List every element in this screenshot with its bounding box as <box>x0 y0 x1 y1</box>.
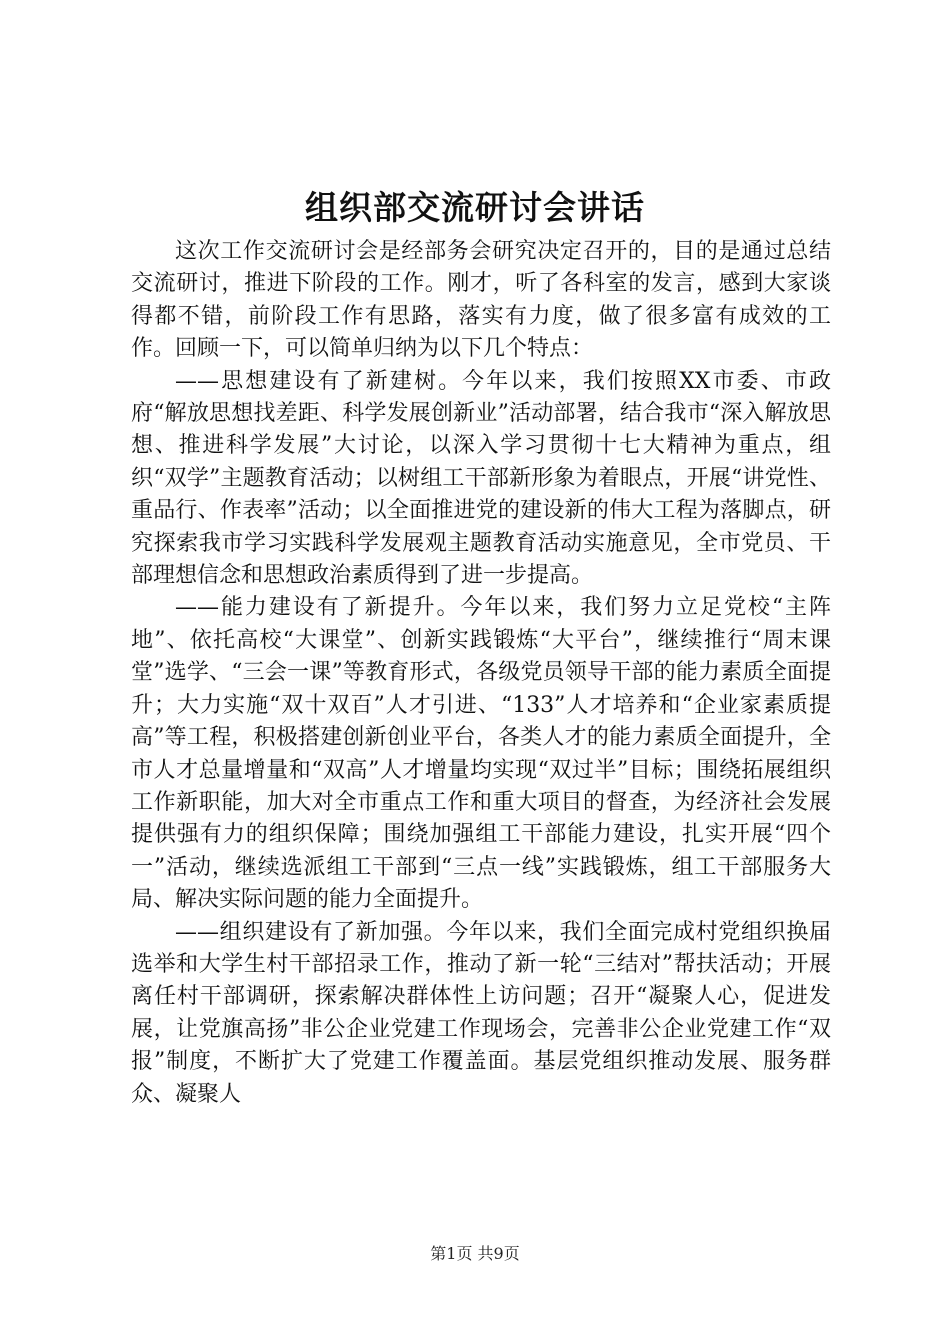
paragraph-capacity-building: ——能力建设有了新提升。今年以来，我们努力立足党校“主阵地”、依托高校“大课堂”、创新实践锻炼“大平台”，继续推行“周末课堂”选学、“三会一课”等教育形式，各级党员领导干部的能力素质全面提升；大力实施“双十双百”人才引进、“133”人才培养和“企业家素质提高”等工程，积极搭建创新创业平台，各类人才的能力素质全面提升，全市人才总量增量和“双高”人才增量均实现“双过半”目标；围绕拓展组织工作新职能，加大对全市重点工作和重大项目的督查，为经济社会发展提供强有力的组织保障；围绕加强组工干部能力建设，扎实开展“四个一”活动，继续选派组工干部到“三点一线”实践锻炼，组工干部服务大局、解决实际问题的能力全面提升。 <box>131 595 831 913</box>
paragraph-intro: 这次工作交流研讨会是经部务会研究决定召开的，目的是通过总结交流研讨，推进下阶段的工作。刚才，听了各科室的发言，感到大家谈得都不错，前阶段工作有思路，落实有力度，做了很多富有成效的工作。回顾一下，可以简单归纳为以下几个特点： <box>131 239 831 362</box>
page-number: 第1页 共9页 <box>430 1244 520 1263</box>
document-title: 组织部交流研讨会讲话 <box>305 188 645 227</box>
paragraph-ideological-building: ——思想建设有了新建树。今年以来，我们按照XX市委、市政府“解放思想找差距、科学发展创新业”活动部署，结合我市“深入解放思想、推进科学发展”大讨论，以深入学习贯彻十七大精神为重点，组织“双学”主题教育活动；以树组工干部新形象为着眼点，开展“讲党性、重品行、作表率”活动；以全面推进党的建设新的伟大工程为落脚点，研究探索我市学习实践科学发展观主题教育活动实施意见，全市党员、干部理想信念和思想政治素质得到了进一步提高。 <box>131 368 831 589</box>
document-body <box>131 236 831 1111</box>
paragraph-organizational-building: ——组织建设有了新加强。今年以来，我们全面完成村党组织换届选举和大学生村干部招录工作，推动了新一轮“三结对”帮扶活动；开展离任村干部调研，探索解决群体性上访问题；召开“凝聚人心，促进发展，让党旗高扬”非公企业党建工作现场会，完善非公企业党建工作“双报”制度，不断扩大了党建工作覆盖面。基层党组织推动发展、服务群众、凝聚人 <box>131 919 831 1107</box>
